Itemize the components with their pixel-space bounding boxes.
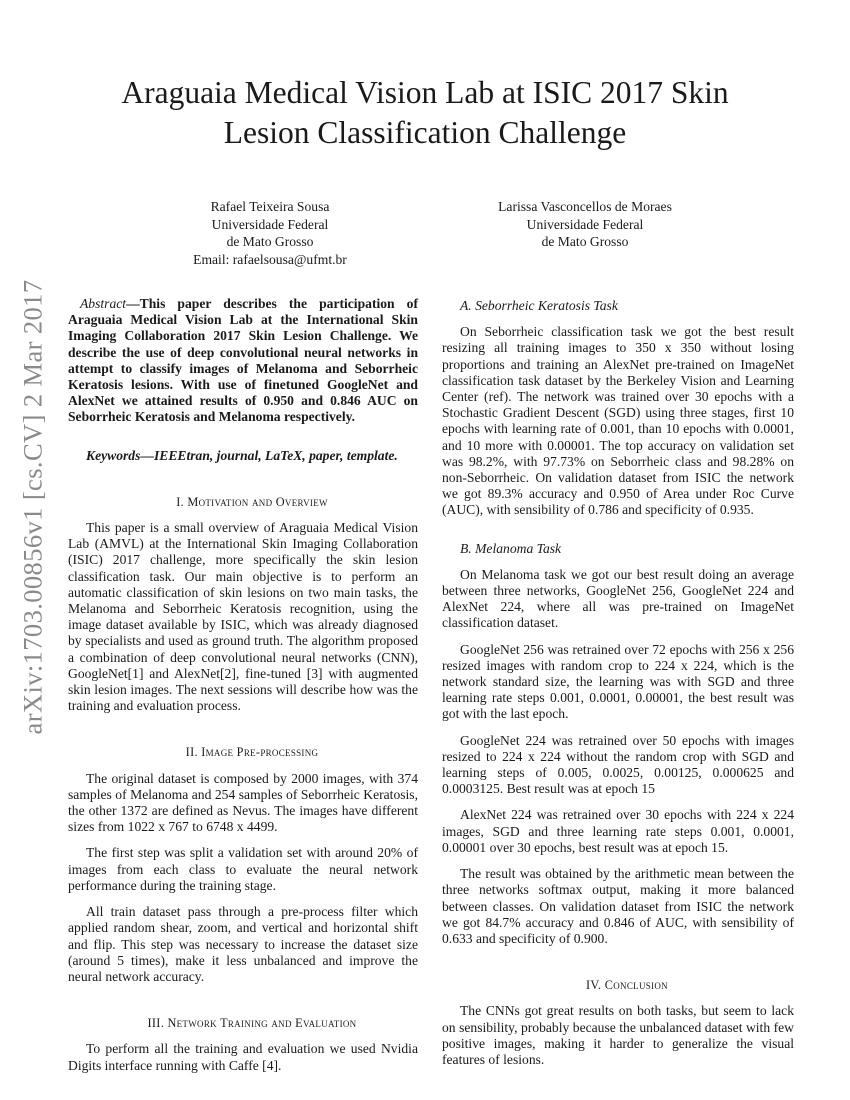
paper-title bbox=[60, 73, 790, 153]
author-name: Larissa Vasconcellos de Moraes bbox=[498, 199, 672, 214]
author-block-2 bbox=[460, 198, 710, 251]
author-affiliation: Universidade Federal bbox=[211, 216, 329, 232]
paragraph: All train dataset pass through a pre-process filter which applied random shear, zoom, and vertical and horizontal shift and flip. This step was necessary to increase the dataset size (around 5 times), make it less unbalanced and improve the neural network accuracy. bbox=[68, 904, 418, 984]
right-column bbox=[442, 298, 794, 1068]
paragraph: AlexNet 224 was retrained over 30 epochs with 224 x 224 images, SGD and three learning rate steps 0.001, 0.0001, 0.00001 over 30 epochs, best result was at epoch 15. bbox=[442, 807, 794, 855]
paragraph: This paper is a small overview of Araguaia Medical Vision Lab (AMVL) at the International Skin Imaging Collaboration (ISIC) 2017 challenge, more specifically the skin lesion classification task. Our main objective is to perform an automatic classification of skin lesions on two main tasks, the Melanoma and Seborrheic Keratosis recognition, using the image dataset available by ISIC, which was already diagnosed by specialists and used as ground truth. The algorithm proposed a combination of deep convolutional neural networks (CNN), GoogleNet[1] and AlexNet[2], fine-tuned [3] with augmented skin lesion images. The next sessions will describe how was the training and evaluation process. bbox=[68, 520, 418, 714]
title-line-1: Araguaia Medical Vision Lab at ISIC 2017 Skin bbox=[121, 75, 729, 110]
abstract bbox=[68, 296, 418, 426]
paragraph: The result was obtained by the arithmetic mean between the three networks softmax output, making it more balanced between classes. On validation dataset from ISIC the network we got 84.7% accuracy and 0.846 of AUC, with sensibility of 0.633 and specificity of 0.900. bbox=[442, 866, 794, 946]
section-heading: IV. Conclusion bbox=[586, 978, 668, 993]
paragraph: To perform all the training and evaluation we used Nvidia Digits interface running with Caffe [4]. bbox=[68, 1041, 418, 1073]
paragraph: The original dataset is composed by 2000 images, with 374 samples of Melanoma and 254 samples of Seborrheic Keratosis, the other 1372 are defined as Nevus. The images have different sizes from 1022 x 767 to 6748 x 4499. bbox=[68, 770, 418, 835]
author-email: Email: rafaelsousa@ufmt.br bbox=[193, 251, 347, 267]
section-heading: II. Image Pre-processing bbox=[185, 745, 319, 760]
left-column bbox=[68, 296, 418, 1074]
section-heading: I. Motivation and Overview bbox=[176, 494, 328, 509]
author-affiliation: de Mato Grosso bbox=[541, 234, 629, 249]
arxiv-id-text: arXiv:1703.00856v1 [cs.CV] 2 Mar 2017 bbox=[17, 279, 48, 735]
arxiv-side-identifier bbox=[0, 272, 74, 742]
section-heading: III. Network Training and Evaluation bbox=[147, 1016, 357, 1031]
author-affiliation: Universidade Federal bbox=[526, 216, 644, 232]
keywords: Keywords—IEEEtran, journal, LaTeX, paper, template. bbox=[86, 447, 398, 463]
abstract-text: —This paper describes the participation of Araguaia Medical Vision Lab at the International Skin Imaging Collaboration 2017 Skin Lesion Challenge. We describe the use of deep convolutional neural networks in attempt to classify images of Melanoma and Seborrheic Keratosis lesions. With use of finetuned GoogleNet and AlexNet we attained results of 0.950 and 0.846 AUC on Seborrheic Keratosis and Melanoma respectively. bbox=[68, 296, 418, 425]
subsection-heading: A. Seborrheic Keratosis Task bbox=[460, 298, 618, 313]
paragraph: The CNNs got great results on both tasks, but seem to lack on sensibility, probably because the unbalanced dataset with few positive images, making it harder to generalize the visual features of lesions. bbox=[442, 1003, 794, 1067]
paragraph: GoogleNet 224 was retrained over 50 epochs with images resized to 224 x 224 without the random crop with SGD and learning steps of 0.005, 0.0025, 0.00125, 0.000625 and 0.0003125. Best result was at epoch 15 bbox=[442, 732, 794, 797]
abstract-label: Abstract bbox=[80, 296, 127, 311]
paragraph: On Seborrheic classification task we got the best result resizing all training images to 350 x 350 without losing proportions and training an AlexNet pre-trained on ImageNet classification task dataset by the Berkeley Vision and Learning Center (ref). The network was trained over 30 epochs with a Stochastic Gradient Descent (SGD) using three stages, first 10 epochs with learning rate of 0.001, than 10 epochs with 0.0001, and 10 more with 0.00001. The top accuracy on validation set was 98.2%, with 97.73% on Seborrheic class and 98.28% on non-Seborrheic. On validation dataset from ISIC the network we got 89.3% accuracy and 0.950 of Area under Roc Curve (AUC), with sensibility of 0.786 and specificity of 0.935. bbox=[442, 324, 794, 518]
author-name: Rafael Teixeira Sousa bbox=[210, 199, 330, 214]
subsection-heading: B. Melanoma Task bbox=[460, 540, 562, 556]
paragraph: On Melanoma task we got our best result doing an average between three networks, GoogleNet 256, GoogleNet 224 and AlexNet 224, where all was pre-trained on ImageNet classification dataset. bbox=[442, 566, 794, 631]
author-block-1 bbox=[170, 198, 370, 268]
paragraph: The first step was split a validation set with around 20% of images from each class to evaluate the neural network performance during the training stage. bbox=[68, 845, 418, 893]
title-line-2: Lesion Classification Challenge bbox=[223, 115, 627, 150]
author-affiliation: de Mato Grosso bbox=[226, 234, 314, 249]
paragraph: GoogleNet 256 was retrained over 72 epochs with 256 x 256 resized images with random crop to 224 x 224, which is the network standard size, the learning was with SGD and three learning rate steps 0.001, 0.0001, 0.00001, the best result was got with the last epoch. bbox=[442, 641, 794, 722]
